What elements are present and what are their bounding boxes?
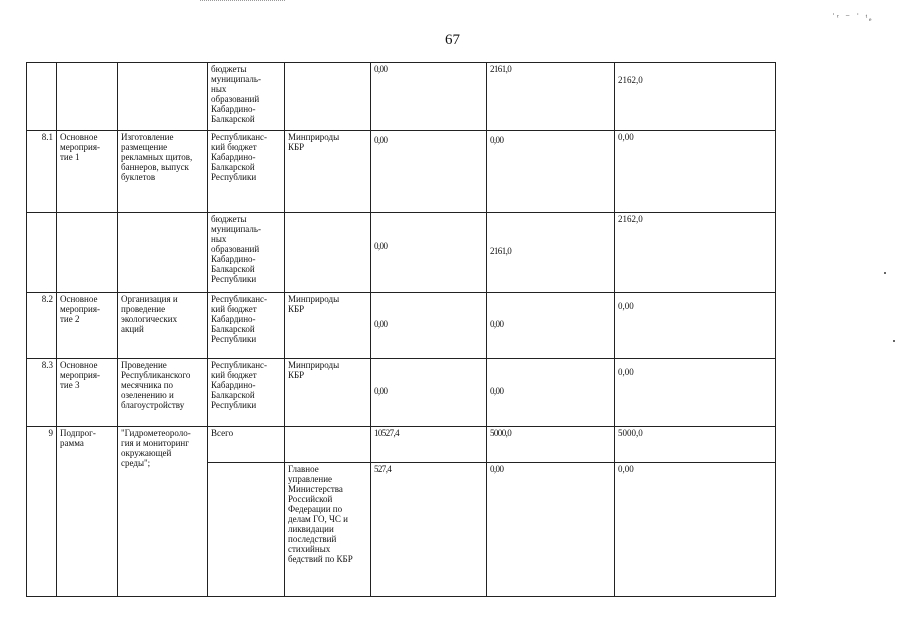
- activity-type: Подпрог- рамма: [57, 427, 118, 597]
- value-year-2: 2161,0: [487, 63, 615, 131]
- value-year-2: 5000,0: [487, 427, 615, 463]
- value-year-1: 10527,4: [371, 427, 487, 463]
- value-year-3: 2162,0: [615, 63, 776, 131]
- activity-type: Основное мероприя- тие 3: [57, 359, 118, 427]
- value-year-3: 0,00: [615, 359, 776, 427]
- activity-name: [118, 213, 208, 293]
- funding-source: Республиканс- кий бюджет Кабардино- Балкарской Республики: [208, 293, 285, 359]
- table-row: [27, 63, 776, 131]
- value-year-1: 0,00: [371, 293, 487, 359]
- activity-type: Основное мероприя- тие 1: [57, 131, 118, 213]
- row-number: 8.3: [27, 359, 57, 427]
- value-year-3: 0,00: [615, 293, 776, 359]
- scan-artifact-corner: ˙ʳ ⁻ ˙ ᵗₑ: [832, 12, 874, 22]
- value-year-3: 5000,0: [615, 427, 776, 463]
- table-row: [27, 427, 776, 463]
- executor: [285, 213, 371, 293]
- program-table: [26, 62, 776, 597]
- table-row: [27, 359, 776, 427]
- value-year-3: 0,00: [615, 463, 776, 597]
- activity-name: [118, 63, 208, 131]
- value-year-1: 0,00: [371, 131, 487, 213]
- value-year-1: 0,00: [371, 359, 487, 427]
- funding-source: [208, 463, 285, 597]
- executor: Главное управление Министерства Российской Федерации по делам ГО, ЧС и ликвидации последствий стихийных бедствий по КБР: [285, 463, 371, 597]
- activity-name: "Гидрометеороло- гия и мониторинг окружающей среды";: [118, 427, 208, 597]
- value-year-2: 0,00: [487, 463, 615, 597]
- activity-name: Проведение Республиканского месячника по озеленению и благоустройству: [118, 359, 208, 427]
- value-year-2: 0,00: [487, 359, 615, 427]
- funding-source: Республиканс- кий бюджет Кабардино- Балкарской Республики: [208, 131, 285, 213]
- table-row: [27, 213, 776, 293]
- value-year-2: 0,00: [487, 131, 615, 213]
- value-year-1: 0,00: [371, 63, 487, 131]
- activity-type: [57, 213, 118, 293]
- value-year-1: 527,4: [371, 463, 487, 597]
- scan-dot: [893, 340, 895, 342]
- row-number: [27, 213, 57, 293]
- row-number: [27, 63, 57, 131]
- executor: [285, 427, 371, 463]
- funding-source: бюджеты муниципаль- ных образований Кабардино- Балкарской: [208, 63, 285, 131]
- executor: [285, 63, 371, 131]
- value-year-2: 0,00: [487, 293, 615, 359]
- activity-type: Основное мероприя- тие 2: [57, 293, 118, 359]
- activity-name: Организация и проведение экологических акций: [118, 293, 208, 359]
- row-number: 8.2: [27, 293, 57, 359]
- funding-source: Всего: [208, 427, 285, 463]
- row-number: 9: [27, 427, 57, 597]
- value-year-2: 2161,0: [487, 213, 615, 293]
- scan-artifact-top: [200, 0, 285, 3]
- page-number: 67: [445, 32, 460, 48]
- scan-dot: [884, 272, 886, 274]
- table-row: [27, 131, 776, 213]
- value-year-3: 0,00: [615, 131, 776, 213]
- executor: Минприроды КБР: [285, 293, 371, 359]
- value-year-3: 2162,0: [615, 213, 776, 293]
- executor: Минприроды КБР: [285, 359, 371, 427]
- value-year-1: 0,00: [371, 213, 487, 293]
- activity-name: Изготовление размещение рекламных щитов, баннеров, выпуск буклетов: [118, 131, 208, 213]
- executor: Минприроды КБР: [285, 131, 371, 213]
- activity-type: [57, 63, 118, 131]
- funding-source: бюджеты муниципаль- ных образований Кабардино- Балкарской Республики: [208, 213, 285, 293]
- funding-source: Республиканс- кий бюджет Кабардино- Балкарской Республики: [208, 359, 285, 427]
- table-row: [27, 293, 776, 359]
- row-number: 8.1: [27, 131, 57, 213]
